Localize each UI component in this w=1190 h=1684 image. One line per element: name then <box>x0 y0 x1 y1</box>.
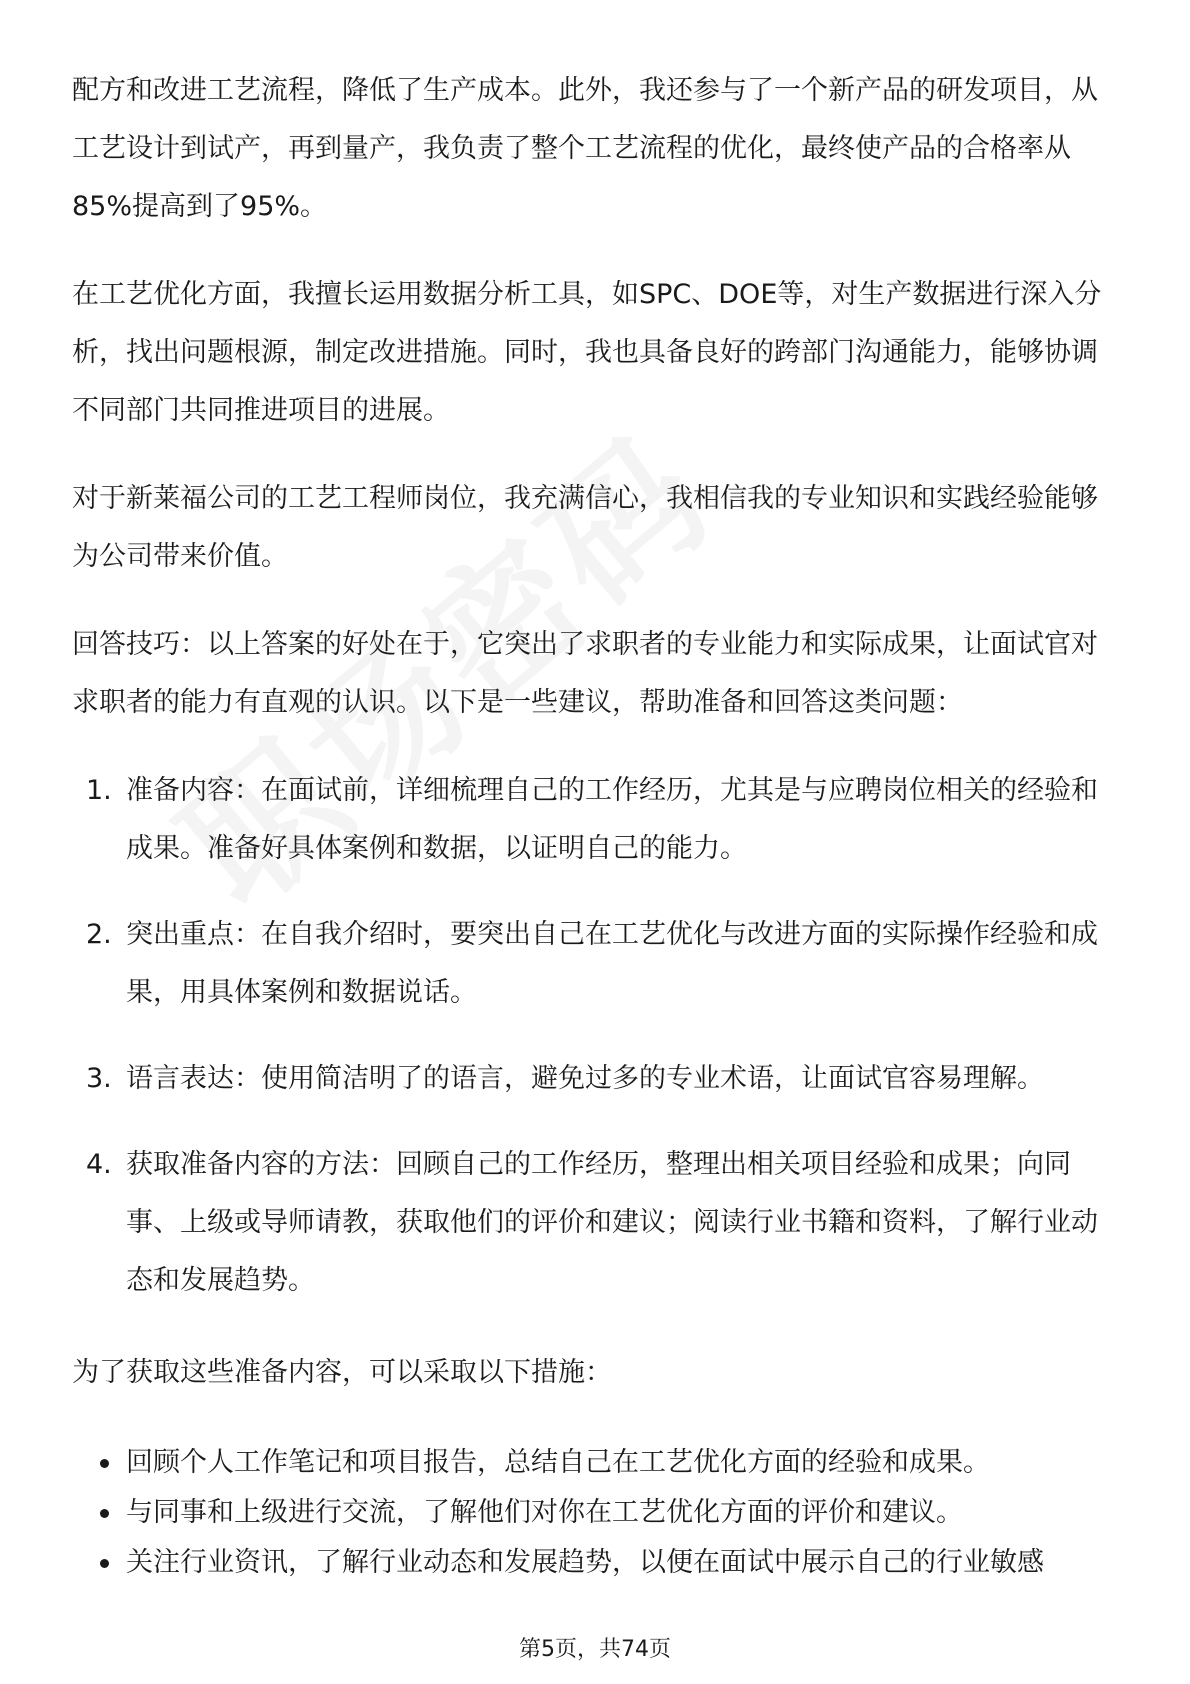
list-item <box>72 1538 1122 1588</box>
list-item-text: 准备内容：在面试前，详细梳理自己的工作经历，尤其是与应聘岗位相关的经验和成果。准备好具体案例和数据，以证明自己的能力。 <box>126 775 1098 864</box>
paragraph-answer-tips: 回答技巧：以上答案的好处在于，它突出了求职者的专业能力和实际成果，让面试官对求职者的能力有直观的认识。以下是一些建议，帮助准备和回答这类问题： <box>72 629 1098 718</box>
document-body <box>72 62 1122 1588</box>
list-item-text: 关注行业资讯，了解行业动态和发展趋势，以便在面试中展示自己的行业敏感 <box>126 1547 1044 1578</box>
tips-numbered-list <box>72 762 1122 1310</box>
list-item <box>72 1438 1122 1488</box>
measures-bullet-list <box>72 1438 1122 1588</box>
bullet-icon <box>100 1559 109 1568</box>
list-item-text: 突出重点：在自我介绍时，要突出自己在工艺优化与改进方面的实际操作经验和成果，用具体案例和数据说话。 <box>126 919 1098 1008</box>
list-item-number: 1. <box>86 775 112 806</box>
list-item-text: 回顾个人工作笔记和项目报告，总结自己在工艺优化方面的经验和成果。 <box>126 1447 990 1478</box>
paragraph-2: 在工艺优化方面，我擅长运用数据分析工具，如SPC、DOE等，对生产数据进行深入分析，找出问题根源，制定改进措施。同时，我也具备良好的跨部门沟通能力，能够协调不同部门共同推进项目的进展。 <box>72 279 1102 426</box>
paragraph-3: 对于新莱福公司的工艺工程师岗位，我充满信心，我相信我的专业知识和实践经验能够为公司带来价值。 <box>72 483 1098 572</box>
list-item-text: 语言表达：使用简洁明了的语言，避免过多的专业术语，让面试官容易理解。 <box>126 1063 1044 1094</box>
list-item <box>72 1050 1122 1108</box>
list-item <box>72 1488 1122 1538</box>
paragraph-1: 配方和改进工艺流程，降低了生产成本。此外，我还参与了一个新产品的研发项目，从工艺设计到试产，再到量产，我负责了整个工艺流程的优化，最终使产品的合格率从85%提高到了95%。 <box>72 75 1098 222</box>
paragraph-measures: 为了获取这些准备内容，可以采取以下措施： <box>72 1357 612 1388</box>
list-item-number: 4. <box>86 1149 112 1180</box>
list-item-number: 2. <box>86 919 112 950</box>
bullet-icon <box>100 1459 109 1468</box>
list-item-text: 获取准备内容的方法：回顾自己的工作经历，整理出相关项目经验和成果；向同事、上级或导师请教，获取他们的评价和建议；阅读行业书籍和资料，了解行业动态和发展趋势。 <box>126 1149 1098 1296</box>
list-item <box>72 906 1122 1022</box>
page-number: 第5页，共74页 <box>519 1637 671 1662</box>
bullet-icon <box>100 1509 109 1518</box>
list-item-number: 3. <box>86 1063 112 1094</box>
list-item <box>72 1136 1122 1310</box>
list-item-text: 与同事和上级进行交流，了解他们对你在工艺优化方面的评价和建议。 <box>126 1497 963 1528</box>
list-item <box>72 762 1122 878</box>
